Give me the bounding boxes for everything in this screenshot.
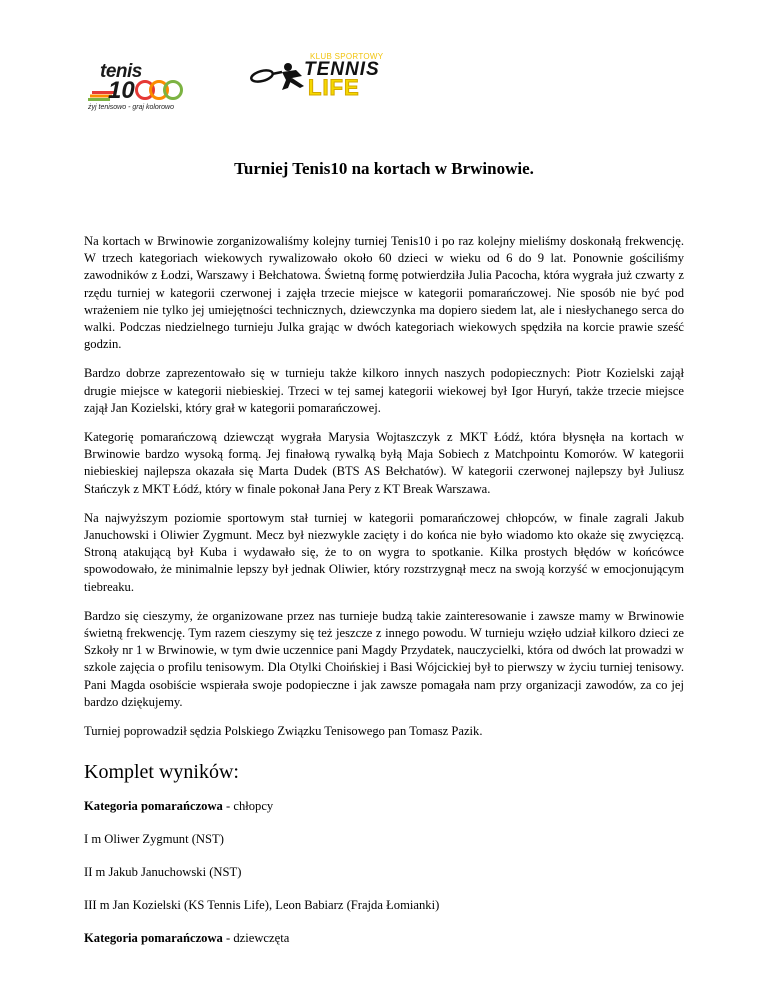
category-name: Kategoria pomarańczowa xyxy=(84,799,223,814)
category-heading xyxy=(84,798,684,814)
tennis-player-icon xyxy=(248,58,308,98)
paragraph: Turniej poprowadził sędzia Polskiego Związku Tenisowego pan Tomasz Pazik. xyxy=(84,724,483,739)
paragraph: Bardzo się cieszymy, że organizowane przez nas turnieje budzą takie zainteresowanie i zawsze mamy w Brwinowie świetną frekwencję. Tym razem cieszymy się też jeszcze z innego powodu. W turnieju wzięło udział kilkoro dzieci ze Szkoły nr 1 w Brwinowie, w tym dwie uczennice pani Magdy Przydatek, nauczycielki, która od dwóch lat prowadzi w szkole zajęcia o profilu tenisowym. Dla Otylki Choińskiej i Basi Wójcickiej był to pierwszy w życiu turniej tenisowy. Pani Magda osobiście wspierała swoje podopieczne i jak zawsze pomagała nam przy organizacji zawodów, za co jej bardzo dziękujemy. xyxy=(84,608,684,709)
tenis10-logo-tagline: żyj tenisowo - graj kolorowo xyxy=(88,104,174,111)
result-line: III m Jan Kozielski (KS Tennis Life), Leon Babiarz (Frajda Łomianki) xyxy=(84,898,440,913)
tennis-life-logo xyxy=(248,52,398,104)
paragraph: Na najwyższym poziomie sportowym stał turniej w kategorii pomarańczowej chłopców, w finale zagrali Jakub Januchowski i Oliwier Zygmunt. Mecz był niezwykle zacięty i do końca nie było wiadomo kto okaże się zwycięzcą. Stroną atakującą był Kuba i wydawało się, że to on wygra to spotkanie. Kilka prostych błędów w końcówce spowodowało, że minimalnie lepszy był jednak Oliwier, który rozstrzygnął mecz na swoją korzyść w emocjonującym tiebreaku. xyxy=(84,510,684,594)
paragraph: Na kortach w Brwinowie zorganizowaliśmy kolejny turniej Tenis10 i po raz kolejny mieliśmy doskonałą frekwencję. W trzech kategoriach wiekowych rywalizowało około 60 dzieci w wieku od 6 do 9 lat. Ponownie gościliśmy zawodników z Łodzi, Warszawy i Bełchatowa. Świetną formę potwierdziła Julia Pacocha, która wygrała już czwarty z rzędu turniej w kategorii czerwonej i zajęła trzecie miejsce w kategorii pomarańczowej. Nie sposób nie być pod wrażeniem nie tylko jej umiejętności technicznych, dziewczynka ma dopiero siedem lat, ale i niesłychanego serca do walki. Podczas niedzielnego turnieju Julka grając w dwóch kategoriach wiekowych spędziła na korcie prawie sześć godzin. xyxy=(84,234,684,352)
paragraph: Bardzo dobrze zaprezentowało się w turnieju także kilkoro innych naszych podopiecznych: Piotr Kozielski zajął drugie miejsce w kategorii niebieskiej. Trzeci w tej samej kategorii wiekowej był Igor Huryń, także trzecie miejsce zajął Jan Kozielski, który grał w kategorii pomarańczowej. xyxy=(84,366,684,415)
page-title: Turniej Tenis10 na kortach w Brwinowie. xyxy=(234,159,534,178)
result-line: II m Jakub Januchowski (NST) xyxy=(84,865,242,880)
results-heading: Komplet wyników: xyxy=(84,761,239,784)
tennis-balls-icon xyxy=(134,80,188,100)
category-heading xyxy=(84,930,684,946)
category-name: Kategoria pomarańczowa xyxy=(84,931,223,946)
tennis-life-club-label: KLUB SPORTOWY xyxy=(310,52,384,61)
article-body xyxy=(84,233,684,963)
tenis10-logo xyxy=(88,62,198,112)
tennis-life-word-tennis: TENNIS xyxy=(304,59,380,80)
tenis10-logo-number: 10 xyxy=(108,77,135,104)
category-suffix: - dziewczęta xyxy=(222,931,290,946)
paragraph: Kategorię pomarańczową dziewcząt wygrała Marysia Wojtaszczyk z MKT Łódź, która błysnęła na kortach w Brwinowie bardzo wysoką formą. Jej finałową rywalką byłą Maja Sobiech z Matchpointu Komorów. W kategorii niebieskiej najlepsza okazała się Marta Dudek (BTS AS Bełchatów). W kategorii czerwonej najlepszy był Juliusz Stańczyk z MKT Łódź, który w finale pokonał Jana Pery z KT Break Warszawa. xyxy=(84,430,684,496)
tennis-life-word-life: LIFE xyxy=(308,75,360,100)
category-suffix: - chłopcy xyxy=(222,799,274,814)
result-line: I m Oliwer Zygmunt (NST) xyxy=(84,832,224,847)
tenis10-logo-word: tenis xyxy=(100,61,142,82)
